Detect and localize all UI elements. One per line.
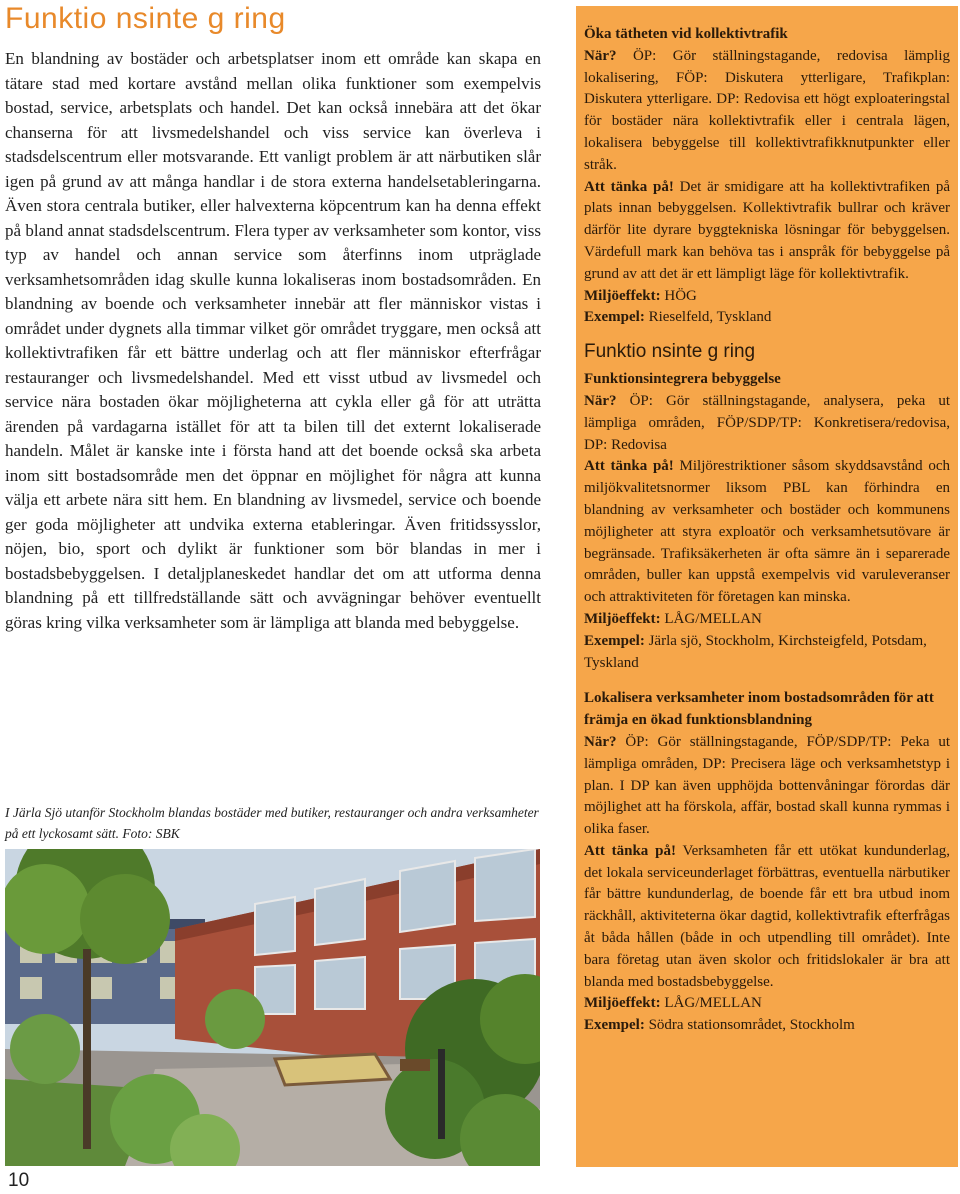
miljo-paragraph [584, 609, 950, 631]
section-title: Öka tätheten vid kollektivtrafik [584, 26, 788, 42]
nar-label: När? [584, 733, 617, 750]
nar-label: När? [584, 47, 617, 64]
miljo-label: Miljöeffekt: [584, 995, 661, 1012]
exempel-paragraph [584, 1015, 950, 1037]
section-title: Lokalisera verksamheter inom bostadsområden för att främja en ökad funktionsblandning [584, 690, 934, 729]
photo-caption: I Järla Sjö utanför Stockholm blandas bostäder med butiker, restauranger och andra verksamheter på ett lyckosamt sätt. Foto: SBK [5, 805, 539, 841]
exempel-text: Rieselfeld, Tyskland [644, 309, 772, 326]
tanka-label: Att tänka på! [584, 178, 674, 195]
section-funktionsintegrera [584, 369, 950, 674]
tanka-paragraph [584, 841, 950, 994]
body-text: En blandning av bostäder och arbetsplatser inom ett område kan skapa en tätare stad med kortare avstånd mellan olika funktioner som exempelvis bostad, service, arbetsplats och handel. Det kan också innebära att det ökar chanserna för att livsmedelshandel och viss service kan överleva i stadsdelscentrum eller motsvarande. Ett vanligt problem är att närbutiken slår igen på grund av att många handlar i de stora externa handelsetableringarna. Även stora centrala butiker, eller halvexterna köpcentrum kan ha denna effekt på bland annat stadsdelscentrum. Flera typer av verksamheter som kontor, viss typ av handel och annan service som återfinns inom utpräglade verksamhetsområden idag skulle kunna lokaliseras inom bostadsområden. En blandning av boende och verksamheter innebär att fler människor vistas i området under dygnets alla timmar vilket gör området tryggare, men också att kollektivtrafiken får ett bättre underlag och att fler människor efterfrågar restauranger och livsmedelshandel. Med ett visst utbud av livsmedel och service nära bostaden ökar möjligheterna att cykla eller gå för att uträtta ärenden på vardagarna istället för att ta bilen till det externt lokaliserade handeln. Målet är kanske inte i första hand att det boende också ska arbeta inom sitt bostadsområde men det öppnar en möjlighet för några att kunna välja ett arbete nära sitt hem. En blandning av livsmedel, service och boende ger goda möjligheter att undvika externa etableringar. Även fritidssysslor, nöjen, bio, sport och dylikt är funktioner som bör blandas in mer i bostadsbebyggelsen. I detaljplaneskedet handlar det om att utforma denna blandning på ett tillfredställande sätt och avvägningar behöver eventuellt göras kring vilka verksamheter som är lämpliga att blanda med bebyggelse. [5, 49, 541, 632]
tanka-label: Att tänka på! [584, 458, 674, 475]
exempel-paragraph [584, 307, 950, 329]
sidebar-panel [576, 6, 958, 1167]
page-title: Funktio nsinte g ring [5, 2, 286, 35]
tanka-paragraph [584, 456, 950, 609]
miljo-text: HÖG [660, 287, 697, 304]
photo-jarla-sjo [5, 849, 540, 1166]
exempel-label: Exempel: [584, 632, 645, 649]
nar-text: ÖP: Gör ställningstagande, FÖP/SDP/TP: Peka ut lämpliga områden, DP: Precisera läge och verksamhetstyp i plan. I DP kan även upphöjda bottenvåningar förordas där möjlighet att ha förskola, affär, bostad skall kunna rymmas i olika faser. [584, 733, 950, 838]
section-title: Funktionsintegrera bebyggelse [584, 371, 781, 388]
tanka-text: Verksamheten får ett utökat kundunderlag, det lokala serviceunderlaget förbättras, eventuella närbutiker får bättre kundunderlag, de boende får ett bra utbud inom räckhåll, aktiviteterna ökar dagtid, kollektivtrafik efterfrågas åt båda hållen (både in och utpendling till området). Inte bara företag utan även skolor och fritidslokaler är bra att blanda med bostadsbebyggelse. [584, 842, 951, 990]
miljo-text: LÅG/MELLAN [660, 995, 762, 1012]
tanka-text: Det är smidigare att ha kollektivtrafiken på plats innan bebyggelsen. Kollektivtrafik bullrar och kräver därför lite dyrare byggtekniska lösningar för bebyggelsen. Värdefull mark kan behöva tas i anspråk för bebyggelse på grund av att det är ett lämpligt läge för kollektivtrafik. [584, 178, 950, 282]
tanka-label: Att tänka på! [584, 842, 676, 859]
exempel-paragraph [584, 631, 950, 675]
exempel-text: Järla sjö, Stockholm, Kirchsteigfeld, Potsdam, Tyskland [584, 632, 927, 671]
miljo-label: Miljöeffekt: [584, 610, 661, 627]
miljo-paragraph [584, 993, 950, 1015]
tanka-text: Miljörestriktioner såsom skyddsavstånd och miljökvalitetsnormer liksom PBL kan förhindra en blandning av verksamheter och bostäder och kommunens möjligheter att styra exploatör och verksamhetsutövare är begränsade. Trafiksäkerheten är ofta sämre än i separerade områden, buller kan uppstå exempelvis vid varuleveranser och attraktiviteten för företagen kan minska. [584, 458, 950, 606]
page-number: 10 [8, 1170, 30, 1191]
tanka-paragraph [584, 177, 950, 286]
nar-text: ÖP: Gör ställningstagande, redovisa lämplig lokalisering, FÖP: Diskutera ytterligare, Trafikplan: Diskutera ytterligare. DP: Redovisa ett högt exploateringstal för bostäder nära kollektivtrafik eller i centrala lägen, lokalisera bebyggelse till kollektivtrafikknutpunkter eller stråk. [584, 47, 950, 173]
nar-text: ÖP: Gör ställningstagande, analysera, peka ut lämpliga områden, FÖP/SDP/TP: Konkretisera/redovisa, DP: Redovisa [584, 392, 950, 453]
nar-paragraph [584, 46, 950, 177]
miljo-text: LÅG/MELLAN [660, 610, 762, 627]
exempel-label: Exempel: [584, 309, 645, 326]
sidebar-subheading: Funktio nsinte g ring [584, 341, 756, 363]
nar-paragraph [584, 732, 950, 841]
nar-label: När? [584, 392, 617, 409]
exempel-label: Exempel: [584, 1017, 645, 1034]
miljo-paragraph [584, 286, 950, 308]
exempel-text: Södra stationsområdet, Stockholm [644, 1017, 855, 1034]
section-oka-tatheten [584, 24, 950, 329]
nar-paragraph [584, 391, 950, 456]
section-lokalisera-verksamheter [584, 688, 950, 1037]
miljo-label: Miljöeffekt: [584, 287, 661, 304]
